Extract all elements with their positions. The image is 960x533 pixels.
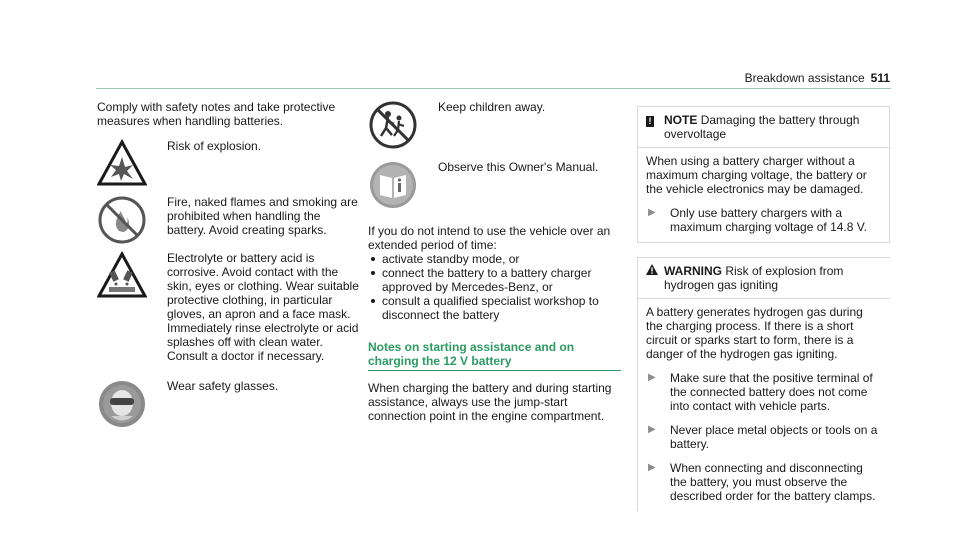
step-arrow-icon: ▶ — [648, 462, 656, 473]
warning-step-text: Never place metal objects or tools on a battery. — [670, 423, 878, 451]
storage-intro: If you do not intend to use the vehicle over an extended period of time: — [368, 224, 611, 252]
warning-box — [637, 257, 890, 511]
corrosive-warning-icon — [97, 251, 147, 301]
no-fire-text: Fire, naked flames and smoking are prohibited when handling the battery. Avoid creating sparks. — [167, 195, 358, 237]
warning-step-text: When connecting and disconnecting the battery, you must observe the described order for the battery clamps. — [670, 461, 876, 503]
note-header — [638, 107, 889, 148]
warning-step — [646, 461, 882, 503]
note-heading — [664, 113, 881, 141]
warning-title: Risk of explosion from hydrogen gas igniting — [664, 264, 844, 292]
step-arrow-icon: ▶ — [648, 424, 656, 435]
section-title: Notes on starting assistance and on charging the 12 V battery — [368, 340, 621, 371]
children-item — [368, 100, 621, 150]
storage-bullet-list — [368, 252, 621, 322]
step-arrow-icon: ▶ — [648, 372, 656, 383]
explosion-item — [97, 139, 359, 189]
note-step-text: Only use battery chargers with a maximum charging voltage of 14.8 V. — [670, 206, 867, 234]
header-title: Breakdown assistance — [744, 71, 865, 85]
warning-body — [638, 299, 890, 511]
list-item: connect the battery to a battery charger approved by Mercedes-Benz, or — [368, 266, 621, 294]
page-header — [745, 71, 890, 85]
corrosive-text: Electrolyte or battery acid is corrosive. Avoid contact with the skin, eyes or clothing. Wear suitable protective clothing, in particular gloves, an apron and a face mask. Immediately rinse electrolyte or acid splashes off with clean water. Consult a doctor if necessary. — [167, 251, 359, 363]
column-middle — [368, 100, 621, 423]
glasses-text: Wear safety glasses. — [167, 379, 279, 393]
note-step — [646, 206, 881, 234]
column-right — [637, 106, 890, 523]
glasses-item — [97, 379, 359, 429]
section-text: When charging the battery and during starting assistance, always use the jump-start connection point in the engine compartment. — [368, 381, 612, 423]
battery-intro: Comply with safety notes and take protective measures when handling batteries. — [97, 100, 336, 128]
explosion-warning-icon — [97, 139, 147, 189]
warning-step — [646, 371, 882, 413]
owners-manual-icon — [368, 160, 418, 210]
page-number: 511 — [870, 71, 890, 85]
no-fire-item — [97, 195, 359, 245]
warning-text: A battery generates hydrogen gas during the charging process. If there is a short circuit or sparks start to form, there is a danger of the hydrogen gas igniting. — [646, 305, 863, 361]
keep-children-away-icon — [368, 100, 418, 150]
children-text: Keep children away. — [438, 100, 546, 114]
note-text: When using a battery charger without a maximum charging voltage, the battery or the vehicle electronics may be damaged. — [646, 154, 867, 196]
note-box — [637, 106, 890, 243]
warning-header — [638, 258, 890, 299]
note-title: Damaging the battery through overvoltage — [664, 113, 860, 141]
safety-glasses-icon — [97, 379, 147, 429]
warning-heading — [664, 264, 882, 292]
corrosive-item — [97, 251, 359, 363]
step-arrow-icon: ▶ — [648, 207, 656, 218]
warning-triangle-icon — [646, 264, 658, 275]
no-fire-icon — [97, 195, 147, 245]
warning-step — [646, 423, 882, 451]
note-label: NOTE — [664, 113, 698, 127]
warning-label: WARNING — [664, 264, 722, 278]
note-icon: ! — [646, 116, 654, 127]
manual-text: Observe this Owner's Manual. — [438, 160, 599, 174]
list-item: consult a qualified specialist workshop to disconnect the battery — [368, 294, 621, 322]
manual-item — [368, 160, 621, 210]
column-left — [97, 100, 359, 435]
note-body — [638, 148, 889, 242]
explosion-text: Risk of explosion. — [167, 139, 262, 153]
header-rule — [96, 88, 891, 89]
warning-step-text: Make sure that the positive terminal of the connected battery does not come into contact with vehicle parts. — [670, 371, 873, 413]
list-item: activate standby mode, or — [368, 252, 621, 266]
